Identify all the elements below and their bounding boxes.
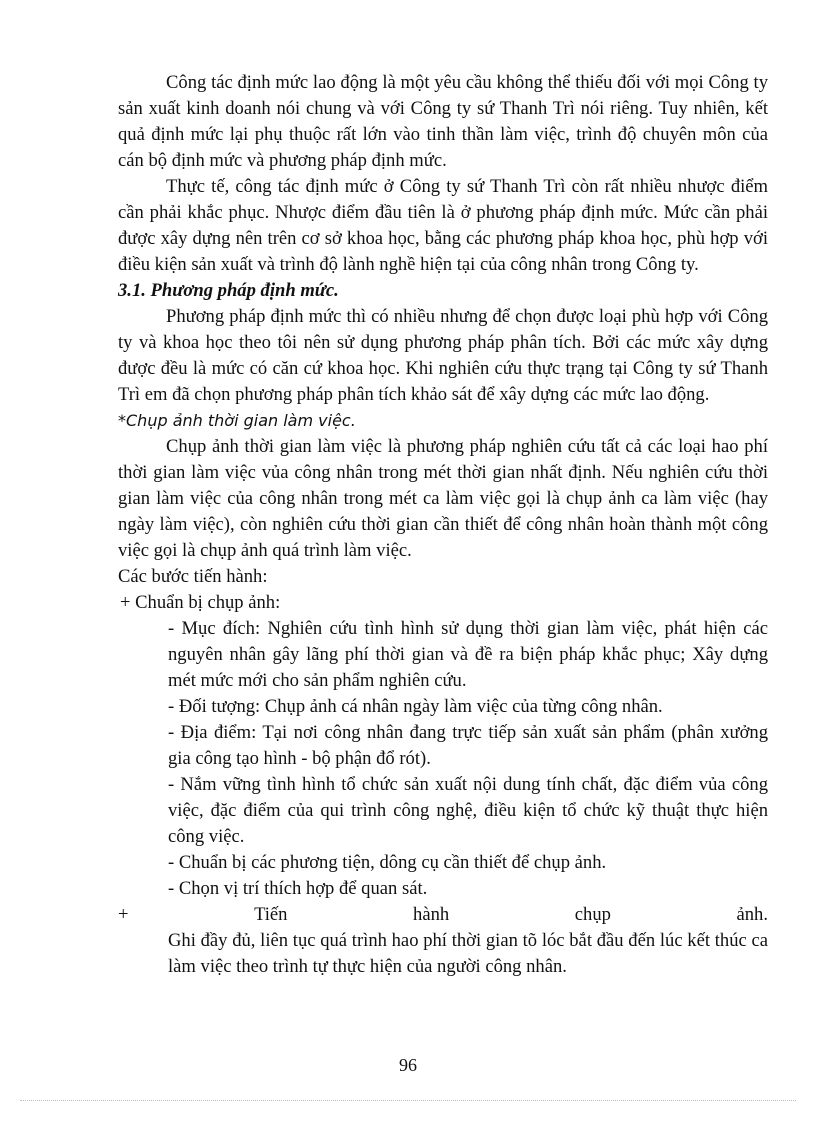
sub-item-purpose: - Mục đích: Nghiên cứu tình hình sử dụng thời gian làm việc, phát hiện các nguyên nhân gây lãng phí thời gian và đề ra biện pháp khắc phục; Xây dựng mét mức mới cho sản phẩm nghiên cứu. <box>168 618 768 691</box>
paragraph-reality: Thực tế, công tác định mức ở Công ty sứ Thanh Trì còn rất nhiều nhược điểm cần phải khắc phục. Nhược điểm đầu tiên là ở phương pháp định mức. Mức cần phải được xây dựng nên trên cơ sở khoa học, bằng các phương pháp khoa học, phù hợp với điều kiện sản xuất và trình độ lành nghề hiện tại của công nhân trong Công ty. <box>118 176 768 275</box>
bullet-word: hành <box>413 904 450 925</box>
bullet-word: chụp <box>574 904 611 925</box>
paragraph-method: Phương pháp định mức thì có nhiều nhưng để chọn được loại phù hợp với Công ty và khoa học theo tôi nên sử dụng phương pháp phân tích. Bởi các mức xây dựng được đều là mức có căn cứ khoa học. Khi nghiên cứu thực trạng tại Công ty sứ Thanh Trì em đã chọn phương pháp phân tích khảo sát để xây dựng các mức lao động. <box>118 306 768 405</box>
bullet-prepare: + Chuẩn bị chụp ảnh: <box>120 592 281 613</box>
page-number: 96 <box>399 1055 417 1075</box>
sub-item-position: - Chọn vị trí thích hợp để quan sát. <box>168 878 428 899</box>
bullet-conduct <box>118 902 768 928</box>
paragraph-photo-definition: Chụp ảnh thời gian làm việc là phương pháp nghiên cứu tất cả các loại hao phí thời gian làm việc vủa công nhân trong mét thời gian nhất định. Nếu nghiên cứu thời gian làm việc của công nhân trong mét ca làm việc gọi là chụp ảnh ca làm việc (hay ngày làm việc), còn nghiên cứu thời gian cần thiết để công nhân hoàn thành một công việc gọi là chụp ảnh quá trình làm việc. <box>118 436 768 561</box>
bullet-plus: + <box>118 904 129 925</box>
section-heading: 3.1. Phương pháp định mức. <box>118 280 339 301</box>
footer-divider <box>20 1100 796 1101</box>
sub-item-location: - Địa điểm: Tại nơi công nhân đang trực tiếp sản xuất sản phẩm (phân xưởng gia công tạo hình - bộ phận đổ rót). <box>168 722 768 769</box>
bullet-word: Tiến <box>254 904 288 925</box>
bullet-word: ảnh. <box>736 904 768 925</box>
sub-item-organization: - Nắm vững tình hình tổ chức sản xuất nội dung tính chất, đặc điểm vủa công việc, đặc điểm của qui trình công nghệ, điều kiện tổ chức kỹ thuật thực hiện công việc. <box>168 774 768 847</box>
page-body <box>118 70 768 980</box>
paragraph-record: Ghi đầy đủ, liên tục quá trình hao phí thời gian tõ lóc bắt đầu đến lúc kết thúc ca làm việc theo trình tự thực hiện của người công nhân. <box>168 930 768 977</box>
sub-item-subject: - Đối tượng: Chụp ảnh cá nhân ngày làm việc của từng công nhân. <box>168 696 663 717</box>
paragraph-intro: Công tác định mức lao động là một yêu cầu không thể thiếu đối với mọi Công ty sản xuất kinh doanh nói chung và với Công ty sứ Thanh Trì nói riêng. Tuy nhiên, kết quả định mức lại phụ thuộc rất lớn vào tinh thần làm việc, trình độ chuyên môn của cán bộ định mức và phương pháp định mức. <box>118 72 768 171</box>
steps-label: Các bước tiến hành: <box>118 566 268 587</box>
subheading-photo-time: *Chụp ảnh thời gian làm việc. <box>118 411 356 430</box>
sub-item-tools: - Chuẩn bị các phương tiện, dông cụ cần thiết để chụp ảnh. <box>168 852 607 873</box>
